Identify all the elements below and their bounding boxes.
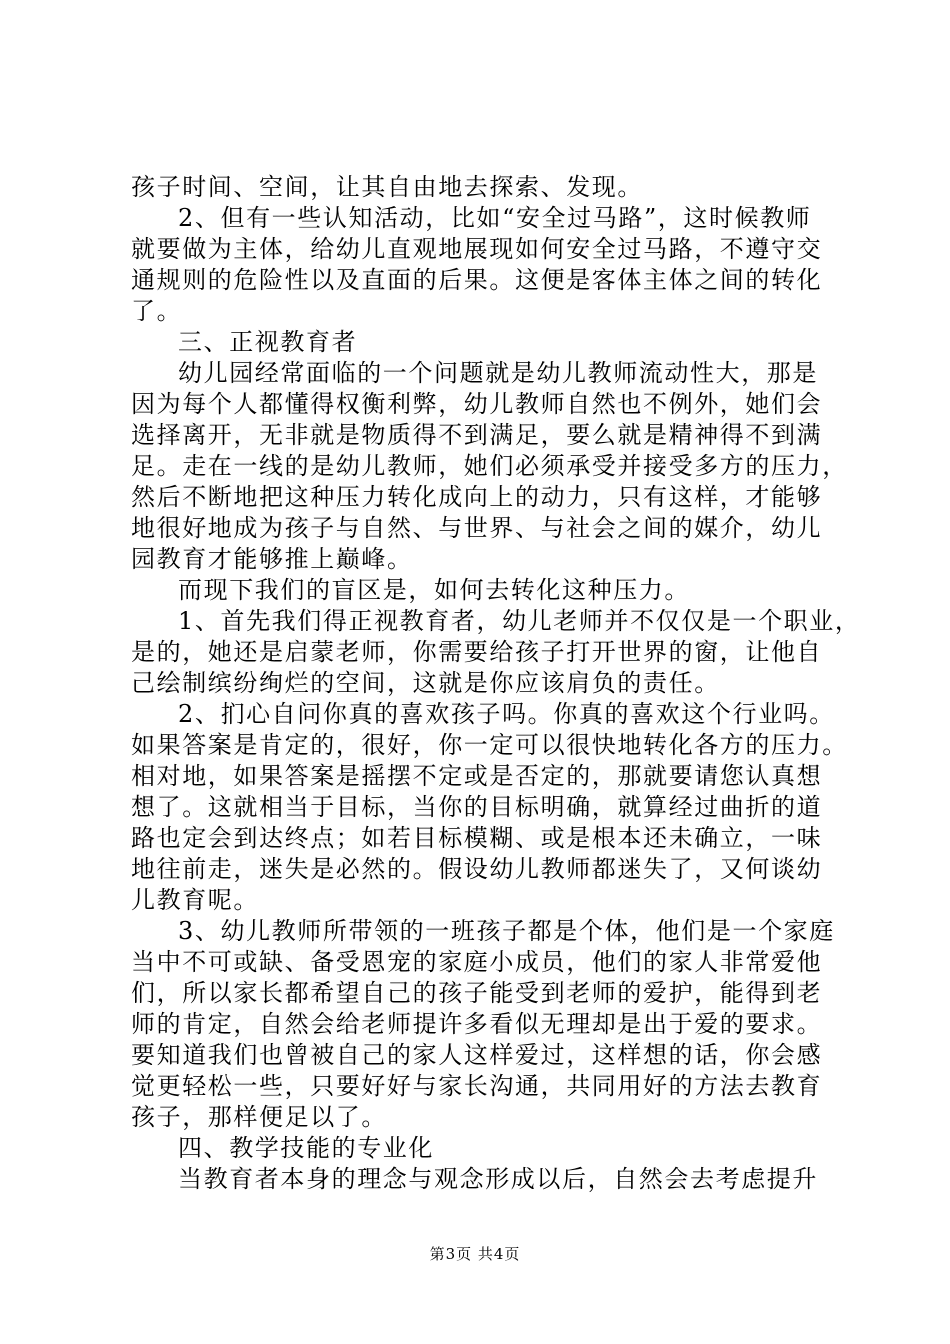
text-line: 通规则的危险性以及直面的后果。这便是客体主体之间的转化	[131, 266, 823, 294]
text-line: 想了。这就相当于目标，当你的目标明确，就算经过曲折的道	[131, 793, 823, 821]
text-line: 1、首先我们得正视教育者，幼儿老师并不仅仅是一个职业，	[178, 607, 861, 635]
text-line: 2、但有一些认知活动，比如“安全过马路”，这时候教师	[178, 204, 812, 232]
text-line: 己绘制缤纷绚烂的空间，这就是你应该肩负的责任。	[131, 669, 720, 697]
text-line: 孩子，那样便足以了。	[131, 1103, 387, 1131]
text-line: 觉更轻松一些，只要好好与家长沟通，共同用好的方法去教育	[131, 1072, 823, 1100]
text-line: 们，所以家长都希望自己的孩子能受到老师的爱护，能得到老	[131, 979, 823, 1007]
text-line: 当教育者本身的理念与观念形成以后，自然会去考虑提升	[178, 1165, 818, 1193]
text-line: 因为每个人都懂得权衡利弊，幼儿教师自然也不例外，她们会	[131, 390, 823, 418]
section-heading: 四、教学技能的专业化	[178, 1134, 434, 1162]
text-line: 是的，她还是启蒙老师，你需要给孩子打开世界的窗，让他自	[131, 638, 823, 666]
text-line: 然后不断地把这种压力转化成向上的动力，只有这样，才能够	[131, 483, 823, 511]
text-line: 当中不可或缺、备受恩宠的家庭小成员，他们的家人非常爱他	[131, 948, 823, 976]
text-line: 儿教育呢。	[131, 886, 259, 914]
text-line: 路也定会到达终点；如若目标模糊、或是根本还未确立，一味	[131, 824, 823, 852]
text-line: 孩子时间、空间，让其自由地去探索、发现。	[131, 173, 643, 201]
text-line: 师的肯定，自然会给老师提许多看似无理却是出于爱的要求。	[131, 1010, 823, 1038]
text-line: 足。走在一线的是幼儿教师，她们必须承受并接受多方的压力，	[131, 452, 848, 480]
text-line: 幼儿园经常面临的一个问题就是幼儿教师流动性大，那是	[178, 359, 818, 387]
text-line: 地很好地成为孩子与自然、与世界、与社会之间的媒介，幼儿	[131, 514, 823, 542]
text-line: 就要做为主体，给幼儿直观地展现如何安全过马路，不遵守交	[131, 235, 823, 263]
text-line: 而现下我们的盲区是，如何去转化这种压力。	[178, 576, 690, 604]
page-footer: 第3页 共4页	[429, 1245, 521, 1263]
text-line: 如果答案是肯定的，很好，你一定可以很快地转化各方的压力。	[131, 731, 848, 759]
section-heading: 三、正视教育者	[178, 328, 358, 356]
text-line: 选择离开，无非就是物质得不到满足，要么就是精神得不到满	[131, 421, 823, 449]
text-line: 相对地，如果答案是摇摆不定或是否定的，那就要请您认真想	[131, 762, 823, 790]
text-line: 园教育才能够推上巅峰。	[131, 545, 413, 573]
text-line: 了。	[131, 297, 183, 325]
text-line: 地往前走，迷失是必然的。假设幼儿教师都迷失了，又何谈幼	[131, 855, 823, 883]
text-line: 3、幼儿教师所带领的一班孩子都是个体，他们是一个家庭	[178, 917, 835, 945]
text-line: 2、扪心自问你真的喜欢孩子吗。你真的喜欢这个行业吗。	[178, 700, 835, 728]
text-line: 要知道我们也曾被自己的家人这样爱过，这样想的话，你会感	[131, 1041, 823, 1069]
